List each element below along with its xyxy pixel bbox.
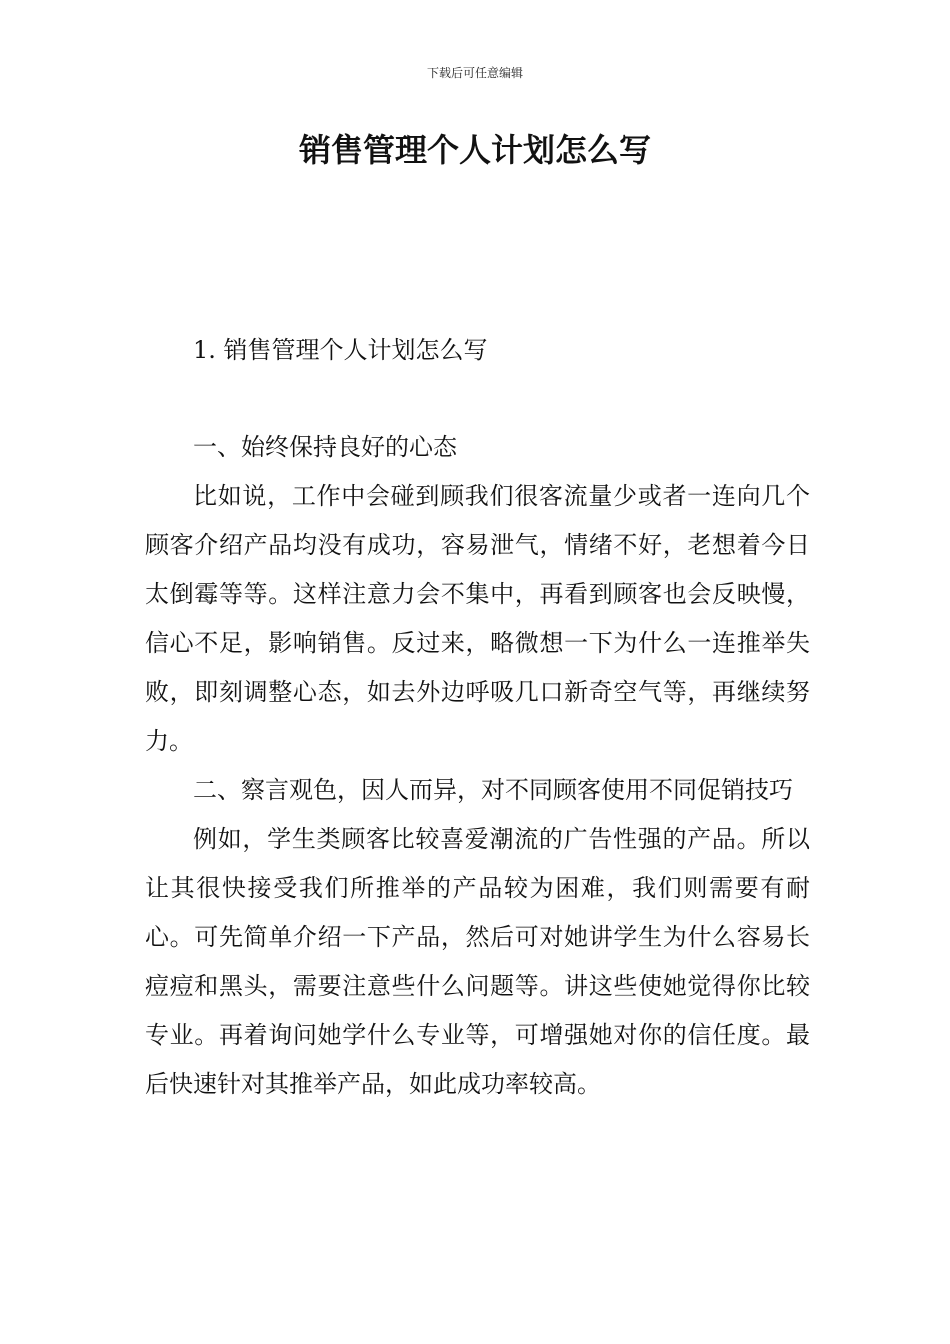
page-header-note: 下载后可任意编辑 <box>426 66 523 80</box>
document-body <box>145 326 810 1109</box>
document-title: 销售管理个人计划怎么写 <box>298 131 651 169</box>
subheading-mindset: 一、始终保持良好的心态 <box>193 433 457 461</box>
paragraph-mindset: 比如说，工作中会碰到顾我们很客流量少或者一连向几个顾客介绍产品均没有成功，容易泄气，情绪不好，老想着今日太倒霉等等。这样注意力会不集中，再看到顾客也会反映慢，信心不足，影响销售。反过来，略微想一下为什么一连推举失败，即刻调整心态，如去外边呼吸几口新奇空气等，再继续努力。 <box>145 482 810 755</box>
paragraph-students: 例如，学生类顾客比较喜爱潮流的广告性强的产品。所以让其很快接受我们所推举的产品较为困难，我们则需要有耐心。可先简单介绍一下产品，然后可对她讲学生为什么容易长痘痘和黑头，需要注意些什么问题等。讲这些使她觉得你比较专业。再着询问她学什么专业等，可增强她对你的信任度。最后快速针对其推举产品，如此成功率较高。 <box>145 825 810 1098</box>
section-heading: 1. 销售管理个人计划怎么写 <box>193 336 488 364</box>
subheading-observe: 二、察言观色，因人而异，对不同顾客使用不同促销技巧 <box>193 776 793 804</box>
